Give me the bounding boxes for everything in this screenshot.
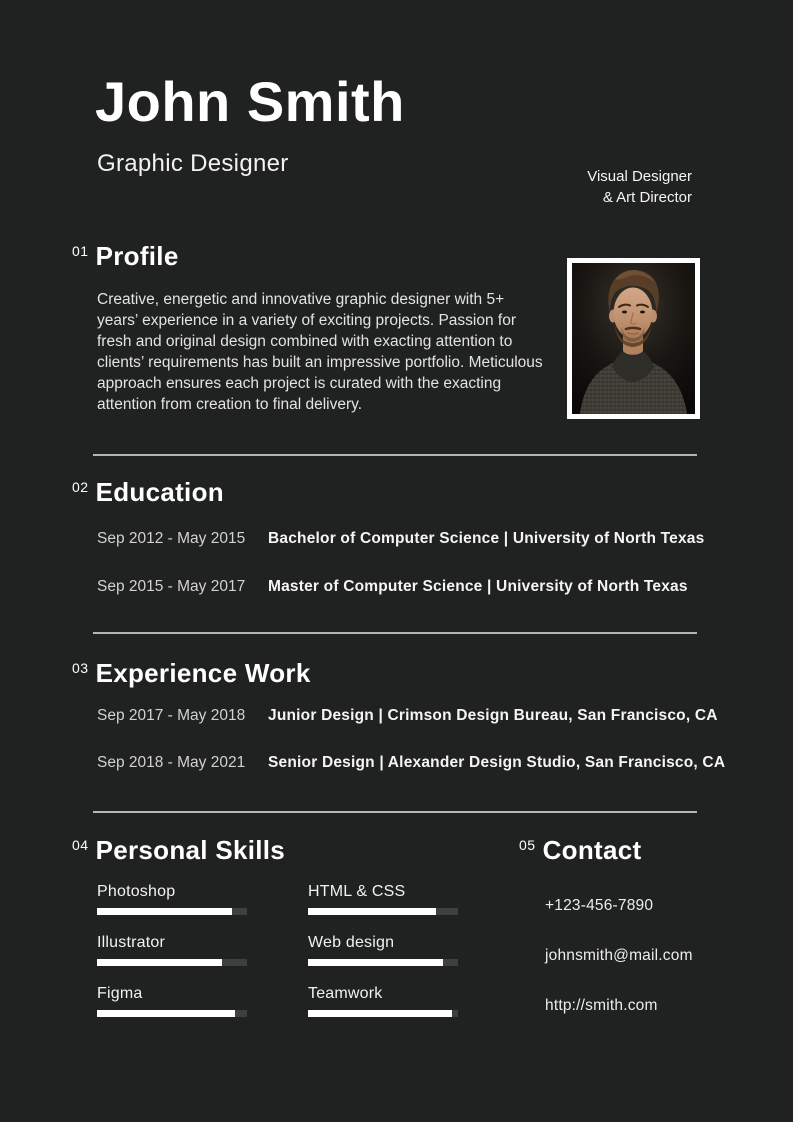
skill-bar-fill	[97, 1010, 235, 1017]
contact-email: johnsmith@mail.com	[545, 947, 693, 964]
entry-dates: Sep 2018 - May 2021	[97, 754, 246, 771]
entry-dates: Sep 2015 - May 2017	[97, 578, 246, 595]
section-number: 01	[72, 243, 89, 259]
profile-photo	[572, 263, 695, 414]
skill-label: Photoshop	[97, 883, 176, 900]
contact-phone: +123-456-7890	[545, 897, 654, 914]
entry-description: Junior Design | Crimson Design Bureau, San Francisco, CA	[268, 707, 718, 724]
tagline	[587, 166, 692, 208]
skill-bar-fill	[308, 908, 436, 915]
entry-description: Senior Design | Alexander Design Studio, San Francisco, CA	[268, 754, 726, 771]
skill-label: Illustrator	[97, 934, 165, 951]
contact-section-heading	[519, 836, 641, 865]
skill-item	[308, 883, 458, 915]
skill-item	[97, 883, 247, 915]
skill-bar-track	[308, 1010, 458, 1017]
skills-column-right	[308, 883, 458, 1036]
education-entry	[97, 577, 688, 596]
tagline-line-2: & Art Director	[602, 189, 692, 206]
section-number: 03	[72, 660, 89, 676]
profile-section-heading	[72, 242, 179, 271]
contact-list	[545, 897, 693, 1047]
profile-summary-text: Creative, energetic and innovative graphic designer with 5+ years’ experience in a variety of exciting projects. Passion for fresh and original design combined with exacting attention to clients’ requirements has built an impressive portfolio. Meticulous approach ensures each project is curated with the exacting attention from creation to final delivery.	[97, 291, 543, 413]
section-title: Contact	[542, 835, 642, 865]
skill-bar-fill	[97, 908, 232, 915]
skill-item	[97, 934, 247, 966]
skill-item	[308, 985, 458, 1017]
skill-label: Teamwork	[308, 985, 383, 1002]
profile-photo-frame	[567, 258, 700, 419]
education-entry	[97, 529, 704, 548]
skill-bar-track	[308, 959, 458, 966]
skill-item	[97, 985, 247, 1017]
skill-bar-fill	[308, 959, 443, 966]
entry-description: Bachelor of Computer Science | University of North Texas	[268, 530, 705, 547]
tagline-line-1: Visual Designer	[587, 168, 692, 185]
education-section-heading	[72, 478, 224, 507]
skill-bar-fill	[97, 959, 222, 966]
skill-item	[308, 934, 458, 966]
skills-column-left	[97, 883, 247, 1036]
contact-website: http://smith.com	[545, 997, 658, 1014]
skill-bar-track	[308, 908, 458, 915]
entry-dates: Sep 2012 - May 2015	[97, 530, 246, 547]
section-number: 02	[72, 479, 89, 495]
section-divider	[93, 454, 697, 456]
person-name: John Smith	[95, 70, 405, 133]
skills-section-heading	[72, 836, 285, 865]
entry-dates: Sep 2017 - May 2018	[97, 707, 246, 724]
skill-label: Web design	[308, 934, 395, 951]
experience-section-heading	[72, 659, 311, 688]
skill-label: HTML & CSS	[308, 883, 406, 900]
skill-bar-track	[97, 959, 247, 966]
section-title: Education	[95, 477, 224, 507]
section-title: Personal Skills	[95, 835, 286, 865]
section-number: 05	[519, 837, 536, 853]
section-number: 04	[72, 837, 89, 853]
skill-bar-track	[97, 1010, 247, 1017]
skill-bar-fill	[308, 1010, 452, 1017]
skill-bar-track	[97, 908, 247, 915]
section-divider	[93, 632, 697, 634]
skill-label: Figma	[97, 985, 143, 1002]
section-title: Profile	[95, 241, 179, 271]
entry-description: Master of Computer Science | University of North Texas	[268, 578, 688, 595]
section-divider	[93, 811, 697, 813]
section-title: Experience Work	[95, 658, 311, 688]
experience-entry	[97, 753, 725, 772]
person-job-title: Graphic Designer	[97, 150, 289, 177]
experience-entry	[97, 706, 718, 725]
